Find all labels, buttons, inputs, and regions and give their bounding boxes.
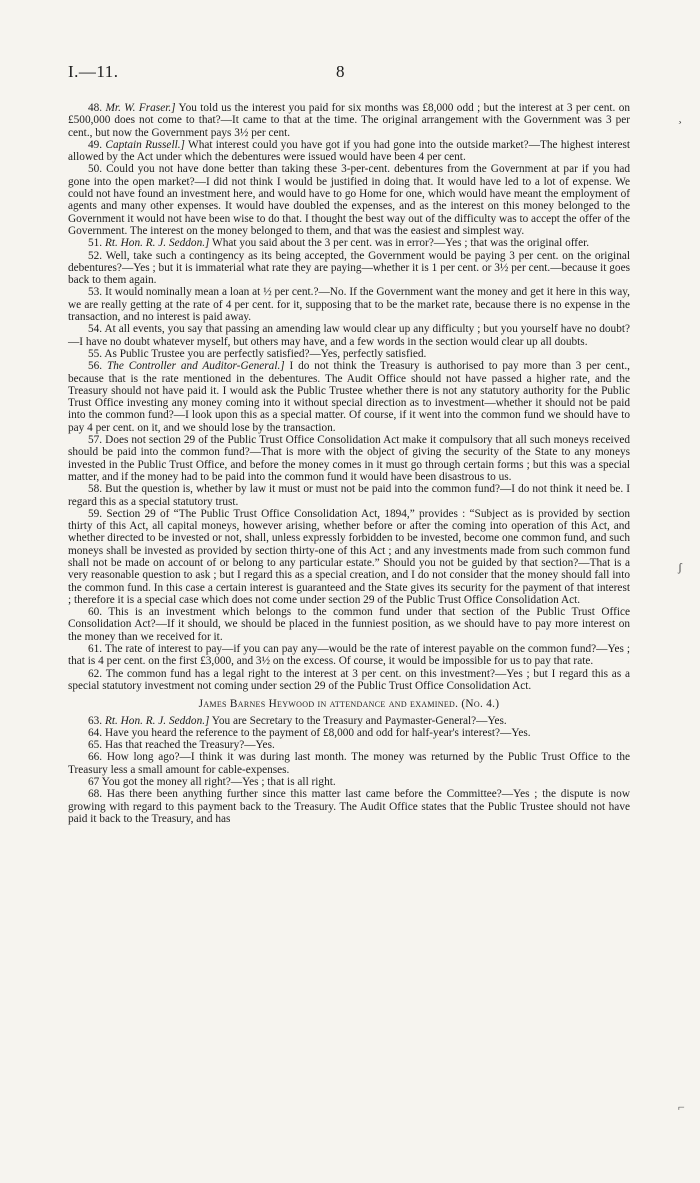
question-paragraph [68,715,630,727]
question-text: What you said about the 3 per cent. was in error?—Yes ; that was the original offer. [209,237,590,250]
question-text: You told us the interest you paid for six months was £8,000 odd ; but the interest at 3 per cent. on £500,000 does not come to that?—It came to that at the time. The original arrangement with the Government was 3 per cent., but now the Government pays 3½ per cent. [68,102,630,139]
question-number: 66. [88,751,103,764]
question-number: 62. [88,667,103,680]
question-text: I do not think the Treasury is authorised to pay more than 3 per cent., because that is the rate mentioned in the debentures. The Audit Office should not have passed a higher rate, and the Treasury should not have paid it. I would ask the Public Trustee whether there is not any statutory authority for the Public Trust Office investing any money coming into it without special direction as to investment—whether it should not be paid into the common fund?—I look upon this as a special matter. Of course, if it went into the common fund we should have to pay 4 per cent. on it, and we should lose by the transaction. [68,360,630,434]
question-paragraph [68,434,630,483]
question-text: Could you not have done better than taking these 3-per-cent. debentures from the Government at par if you had gone into the open market?—I did not think I would be justified in doing that. It would have led to a lot of expense. We could not have found an investment here, and would have to go Home for one, which would have meant the employment of agents and many other expenses. It would have doubled the expenses, and as the interest on this money belonged to the Government it would not have been wise to do that. I thought the best way out of the difficulty was to accept the offer of the Government. The interest on the money belonged to them, and that was the easiest and simplest way. [68,163,631,237]
page-header [68,62,632,84]
question-paragraph [68,751,630,776]
question-paragraph [68,139,630,164]
question-paragraph [68,102,630,139]
question-text: Have you heard the reference to the payment of £8,000 and odd for half-year's interest?—Yes. [104,726,531,739]
question-number: 64. [88,726,103,739]
speaker-name: Rt. Hon. R. J. Seddon.] [104,714,210,727]
question-number: 52. [88,249,103,262]
margin-mark: ¸ [678,110,682,124]
question-text: It would nominally mean a loan at ½ per cent.?—No. If the Government want the money and get it here in this way, we are really getting at the rate of 4 per cent. for it, supposing that to be the market rate, because there is no expense in the transaction, and no interest is paid away. [68,286,631,324]
question-paragraph [68,483,630,508]
document-reference: I.—11. [68,62,119,81]
question-number: 49. [88,138,103,151]
question-paragraph [68,739,630,751]
question-number: 54. [88,323,103,336]
speaker-name: Captain Russell.] [105,138,185,151]
question-text: As Public Trustee you are perfectly satisfied?—Yes, perfectly satisfied. [104,347,427,360]
question-text: The rate of interest to pay—if you can pay any—would be the rate of interest payable on the common fund?—Yes ; that is 4 per cent. on the first £3,000, and 3½ on the excess. Of course, it would be impossible for us to pay that rate. [68,643,631,668]
speaker-name: Rt. Hon. R. J. Seddon.] [104,237,210,250]
speaker-name: The Controller and Auditor-General.] [106,360,285,373]
question-number: 61. [88,643,103,656]
question-number: 68. [88,788,103,801]
question-paragraph [68,360,630,434]
question-number: 56. [88,360,103,373]
question-text: Well, take such a contingency as its being accepted, the Government would be paying 3 per cent. on the original debentures?—Yes ; but it is immaterial what rate they are paying—whether it is 1 per cent. or 3½ per cent.—because it goes back to them again. [68,249,630,287]
question-text: Has that reached the Treasury?—Yes. [104,739,275,752]
question-paragraph [68,776,630,788]
question-paragraph [68,286,630,323]
question-text: You are Secretary to the Treasury and Paymaster-General?—Yes. [209,714,507,727]
question-paragraph [68,508,630,606]
question-paragraph [68,348,630,360]
question-text: How long ago?—I think it was during last month. The money was returned by the Public Trust Office to the Treasury less a small amount for cable-expenses. [68,751,630,776]
question-paragraph [68,788,630,825]
question-number: 57. [88,434,103,447]
margin-mark: ⌐ [678,1100,685,1114]
question-number: 48. [88,102,103,114]
page-number: 8 [336,62,345,81]
witness-heading: James Barnes Heywood in attendance and examined. (No. 4.) [198,698,500,711]
question-paragraph [68,727,630,739]
question-paragraph [68,668,630,693]
margin-mark: ʃ [678,560,682,574]
question-number: 59. [88,507,103,520]
question-number: 53. [88,286,103,299]
question-number: 58. [88,483,103,496]
question-text: Does not section 29 of the Public Trust Office Consolidation Act make it compulsory that all such moneys received should be paid into the common fund?—That is more with the object of giving the security of the State to any moneys invested in the Public Trust Office, and before the money comes in it must go through certain forms ; but this was a special matter, and if the money had to be paid into the common fund it would have been disastrous to us. [68,434,630,483]
question-paragraph [68,606,630,643]
question-text: At all events, you say that passing an amending law would clear up any difficulty ; but you yourself have no doubt?—I have no doubt whatever myself, but others may have, and a few words in the section would clear up all doubts. [68,323,630,348]
question-number: 55. [88,347,103,360]
question-paragraph [68,323,630,348]
question-text: But the question is, whether by law it must or must not be paid into the common fund?—I do not think it need be. I regard this as a special statutory trust. [68,483,630,508]
question-number: 50. [88,163,103,176]
question-paragraph [68,643,630,668]
question-number: 51. [88,237,103,250]
question-text: What interest could you have got if you had gone into the outside market?—The highest interest allowed by the Act under which the debentures were issued would have been 4 per cent. [68,138,630,164]
question-number: 63. [88,714,103,727]
question-number: 60. [88,606,103,619]
question-list-1 [68,102,630,692]
question-text: This is an investment which belongs to the common fund under that section of the Public Trust Office Consolidation Act?—If it should, we should be placed in the funniest position, as we should have to pay more interest on the money than we received for it. [68,606,631,643]
question-paragraph [68,250,630,287]
speaker-name: Mr. W. Fraser.] [105,102,176,114]
question-paragraph [68,163,630,237]
question-text: Has there been anything further since this matter last came before the Committee?—Yes ; the dispute is now growing with regard to this payment back to the Treasury. The Audit Office states that the Public Trustee should not have paid it back to the Treasury, and has [68,788,630,825]
question-number: 65. [88,739,103,752]
evidence-text [68,102,630,825]
question-number: 67 [88,776,100,789]
question-text: The common fund has a legal right to the interest at 3 per cent. on this investment?—Yes ; but I regard this as a special statutory investment not coming under section 29 of the Public Trust Office Consolidation Act. [68,667,630,692]
question-text: Section 29 of “The Public Trust Office Consolidation Act, 1894,” provides : “Subject as is provided by section thirty of this Act, all capital moneys, however arising, whether before or after the coming into operation of this Act, and whether directed to be invested or not, shall, unless expressly forbidden to be invested, become one common fund, and such moneys shall be invested as provided by section thirty-one of this Act ; and any investments made from such common fund shall not be made on account of or belong to any particular estate.” Should you not be guided by that section?—That is a very reasonable question to ask ; but I regard this as a special creation, and I do not consider that the money should fall into the common fund. In this case a certain interest is guaranteed and the State gives its security for the payment of that interest ; therefore it is a special case which does not come under section 29 of the Public Trust Office Consolidation Act. [68,507,631,606]
question-text: You got the money all right?—Yes ; that is all right. [101,776,336,789]
question-list-2 [68,715,630,826]
question-paragraph [68,237,630,249]
